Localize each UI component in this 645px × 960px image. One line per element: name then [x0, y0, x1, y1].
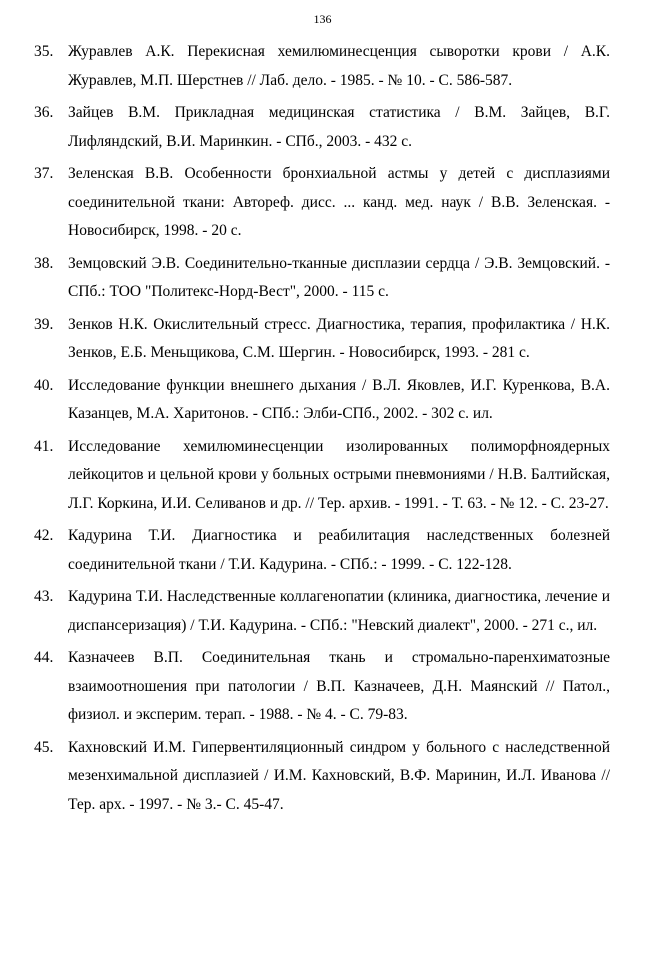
reference-number: 36.	[34, 104, 54, 121]
reference-item	[34, 522, 610, 579]
reference-text: Зенков Н.К. Окислительный стресс. Диагностика, терапия, профилактика / Н.К. Зенков, Е.Б. Меньщикова, С.М. Шергин. - Новосибирск, 1993. - 281 с.	[68, 315, 610, 361]
reference-text: Зайцев В.М. Прикладная медицинская статистика / В.М. Зайцев, В.Г. Лифляндский, В.И. Маринкин. - СПб., 2003. - 432 с.	[68, 104, 610, 150]
reference-text: Кадурина Т.И. Диагностика и реабилитация наследственных болезней соединительной ткани / Т.И. Кадурина. - СПб.: - 1999. - С. 122-128.	[68, 527, 610, 573]
reference-item	[34, 372, 610, 429]
reference-number: 44.	[34, 649, 54, 666]
reference-number: 41.	[34, 437, 54, 455]
reference-item	[34, 99, 610, 156]
reference-text: Зеленская В.В. Особенности бронхиальной астмы у детей с дисплазиями соединительной ткани: Автореф. дисс. ... канд. мед. наук / В.В. Зеленская. - Новосибирск, 1998. - 20 с.	[68, 165, 610, 239]
reference-item	[34, 433, 610, 519]
reference-number: 37.	[34, 165, 54, 182]
reference-item	[34, 734, 610, 820]
reference-number: 40.	[34, 376, 54, 394]
reference-number: 35.	[34, 43, 54, 60]
reference-text: Исследование хемилюминесценции изолированных полиморфноядерных лейкоцитов и цельной крови у больных острыми пневмониями / Н.В. Балтийская, Л.Г. Коркина, И.И. Селиванов и др. // Тер. архив. - 1991. - Т. 63. - № 12. - С. 23-27.	[68, 437, 610, 512]
reference-text: Журавлев А.К. Перекисная хемилюминесценция сыворотки крови / А.К. Журавлев, М.П. Шерстнев // Лаб. дело. - 1985. - № 10. - С. 586-587.	[68, 43, 610, 89]
reference-text: Исследование функции внешнего дыхания / В.Л. Яковлев, И.Г. Куренкова, В.А. Казанцев, М.А. Харитонов. - СПб.: Элби-СПб., 2002. - 302 с. ил.	[68, 376, 610, 422]
reference-item	[34, 583, 610, 640]
reference-text: Кадурина Т.И. Наследственные коллагенопатии (клиника, диагностика, лечение и диспансеризация) / Т.И. Кадурина. - СПб.: "Невский диалект", 2000. - 271 с., ил.	[68, 588, 610, 634]
reference-item	[34, 38, 610, 95]
reference-item	[34, 250, 610, 307]
reference-item	[34, 311, 610, 368]
reference-number: 38.	[34, 254, 54, 272]
reference-item	[34, 160, 610, 246]
page-number: 136	[313, 12, 332, 26]
reference-text: Казначеев В.П. Соединительная ткань и стромально-паренхиматозные взаимоотношения при патологии / В.П. Казначеев, Д.Н. Маянский // Патол., физиол. и эксперим. терап. - 1988. - № 4. - С. 79-83.	[68, 649, 610, 723]
reference-number: 45.	[34, 738, 54, 756]
reference-text: Земцовский Э.В. Соединительно-тканные дисплазии сердца / Э.В. Земцовский. - СПб.: ТОО "Политекс-Норд-Вест", 2000. - 115 с.	[68, 254, 610, 300]
reference-item	[34, 644, 610, 730]
reference-list	[34, 38, 610, 823]
reference-number: 42.	[34, 527, 54, 544]
reference-number: 39.	[34, 315, 54, 333]
reference-number: 43.	[34, 588, 54, 605]
reference-text: Кахновский И.М. Гипервентиляционный синдром у больного с наследственной мезенхимальной дисплазией / И.М. Кахновский, В.Ф. Маринин, И.Л. Иванова // Тер. арх. - 1997. - № 3.- С. 45-47.	[68, 738, 610, 813]
